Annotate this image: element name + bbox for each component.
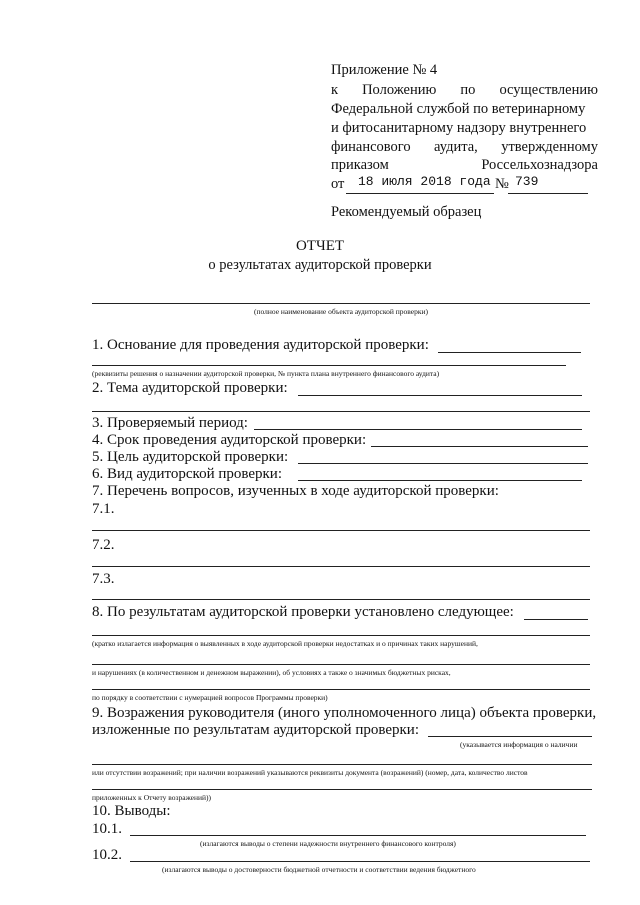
item-1-field[interactable] [438,352,581,353]
item-8-caption-2: и нарушениях (в количественном и денежном выражении), об условиях а также о значимых бюджетных рисках, [92,668,451,677]
header-line-4: и фитосанитарному надзору внутреннего [331,120,587,136]
item-4-label: 4. Срок проведения аудиторской проверки: [92,432,367,448]
item-9-caption-3: приложенных к Отчету возражений)) [92,793,212,802]
item-9-line-2[interactable] [92,789,592,790]
header-word: аудита, [434,139,478,155]
item-8-line-1[interactable] [92,635,590,636]
item-9-caption-1: (указывается информация о наличии [460,740,578,749]
item-7-label: 7. Перечень вопросов, изученных в ходе аудиторской проверки: [92,483,499,499]
item-7-1-line[interactable] [92,530,590,531]
recommended-sample: Рекомендуемый образец [331,204,482,220]
header-word: финансового [331,139,411,155]
item-8-line-3[interactable] [92,689,590,690]
item-9-line-1[interactable] [92,764,592,765]
item-10-1-field[interactable] [130,835,586,836]
header-line-3: Федеральной службой по ветеринарному [331,101,586,117]
item-9-caption-2: или отсутствии возражений; при наличии возражений указываются реквизиты документа (возражений) (номер, дата, количество листов [92,768,528,777]
item-10-2-label: 10.2. [92,847,122,863]
item-3-field[interactable] [254,429,582,430]
item-8-caption-3: по порядку в соответствии с нумерацией вопросов Программы проверки) [92,693,328,702]
report-subtitle: о результатах аудиторской проверки [208,257,432,273]
item-5-field[interactable] [298,463,588,464]
date-underline [346,193,494,194]
header-word: по [460,82,476,98]
item-7-2-line[interactable] [92,566,590,567]
item-5-label: 5. Цель аудиторской проверки: [92,449,289,465]
number-label: № [495,176,509,192]
object-name-line[interactable] [92,303,590,304]
item-1-caption: (реквизиты решения о назначении аудиторской проверки, № пункта плана внутреннего финансового аудита) [92,369,440,378]
order-date: 18 июля 2018 года [358,174,491,189]
item-10-1-caption: (излагаются выводы о степени надежности внутреннего финансового контроля) [200,839,456,848]
appendix-number: Приложение № 4 [331,62,438,78]
from-label: от [331,176,345,192]
report-title: ОТЧЕТ [295,238,345,254]
item-1-label: 1. Основание для проведения аудиторской проверки: [92,337,429,353]
object-caption: (полное наименование объекта аудиторской проверки) [253,307,429,316]
item-10-label: 10. Выводы: [92,803,171,819]
item-7-3-label: 7.3. [92,571,115,587]
item-3-label: 3. Проверяемый период: [92,415,248,431]
header-word: осуществлению [499,82,598,98]
header-line-6 [331,157,598,174]
item-10-2-field[interactable] [130,861,590,862]
item-1-line[interactable] [92,365,566,366]
item-9-label-line-1: 9. Возражения руководителя (иного уполномоченного лица) объекта проверки, [92,705,597,721]
item-9-label-line-2: изложенные по результатам аудиторской проверки: [92,722,419,738]
item-2-label: 2. Тема аудиторской проверки: [92,380,288,396]
header-word: к [331,82,339,98]
header-line-2 [331,82,598,99]
item-2-field[interactable] [298,395,582,396]
item-6-field[interactable] [298,480,582,481]
item-8-label: 8. По результатам аудиторской проверки установлено следующее: [92,604,514,620]
header-word: Положению [362,82,437,98]
header-word: утвержденному [501,139,598,155]
header-word: Россельхознадзора [481,157,598,173]
item-2-line[interactable] [92,411,590,412]
item-6-label: 6. Вид аудиторской проверки: [92,466,283,482]
item-8-line-2[interactable] [92,664,590,665]
item-9-field[interactable] [428,736,592,737]
item-4-field[interactable] [371,446,588,447]
item-7-3-line[interactable] [92,599,590,600]
item-8-field[interactable] [524,619,588,620]
header-line-5 [331,139,598,156]
order-number: 739 [515,174,539,189]
header-word: приказом [331,157,389,173]
item-10-1-label: 10.1. [92,821,122,837]
item-7-1-label: 7.1. [92,501,115,517]
item-7-2-label: 7.2. [92,537,115,553]
number-underline [508,193,588,194]
item-10-2-caption: (излагаются выводы о достоверности бюджетной отчетности и соответствии ведения бюджетного [162,865,476,874]
item-8-caption-1: (кратко излагается информация о выявленных в ходе аудиторской проверки недостатках и о причинах таких нарушений, [92,639,478,648]
